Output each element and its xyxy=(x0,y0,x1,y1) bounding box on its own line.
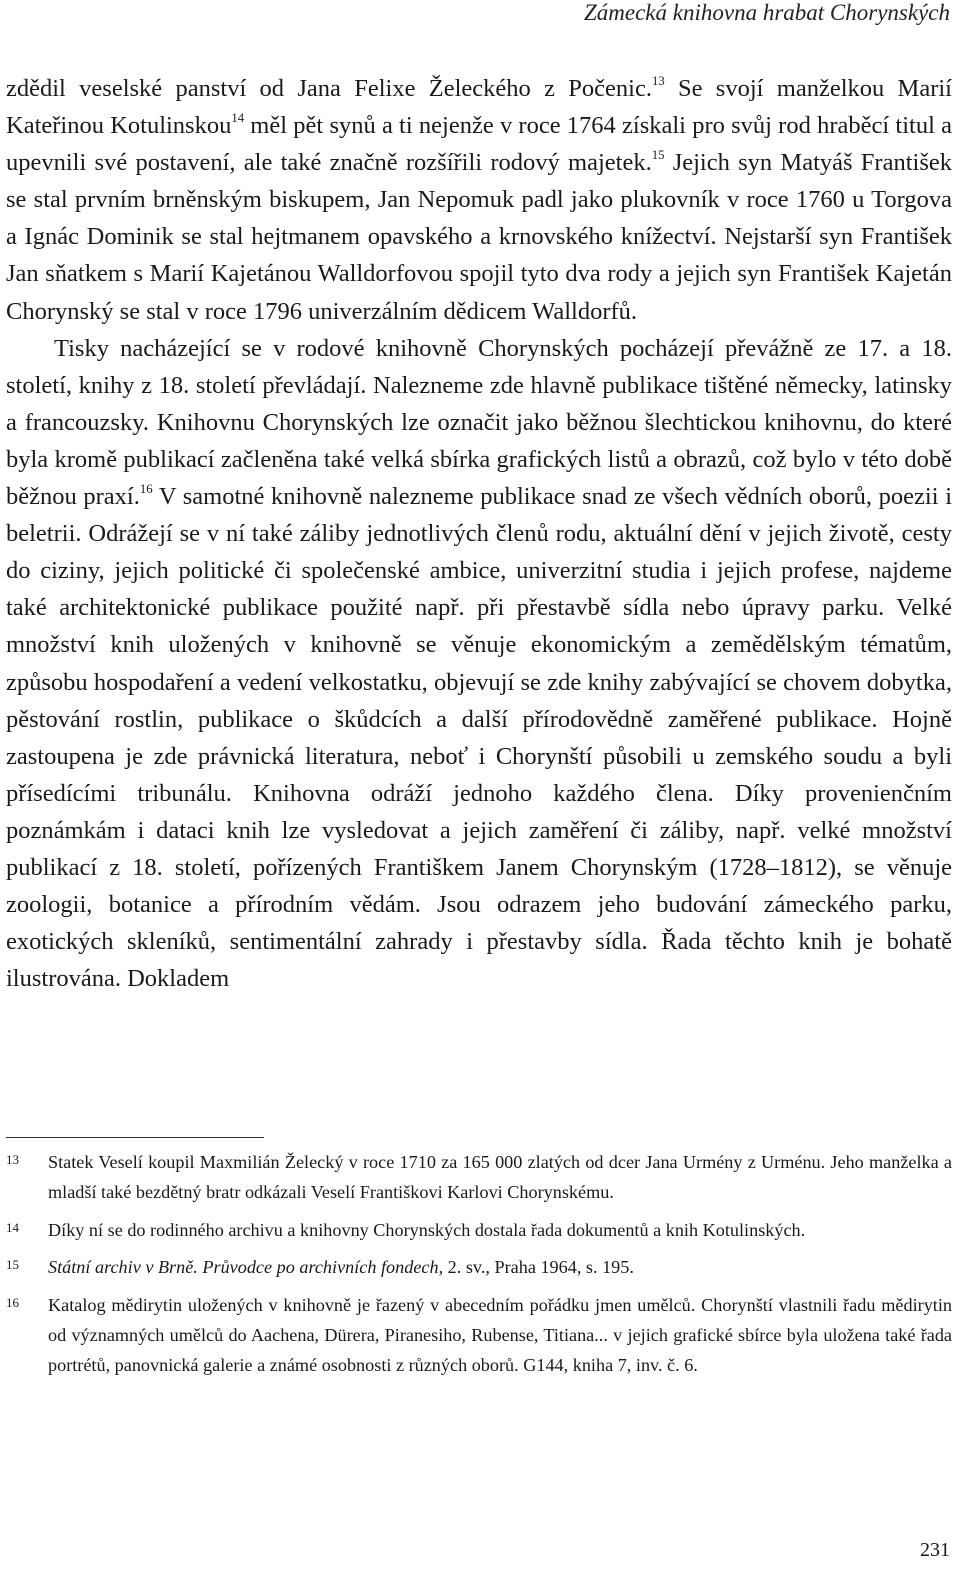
p1-text-1: zdědil veselské panství od Jana Felixe Želeckého z Počenic. xyxy=(6,75,652,102)
p1-text-3: měl pět synů a ti nejenže v roce 1764 získali pro svůj rod hraběcí titul a upevnili své postavení, ale také značně rozšířili rodový majetek. xyxy=(6,112,952,177)
footnote-number: 16 xyxy=(6,1295,19,1311)
footnote-number: 14 xyxy=(6,1219,19,1235)
footnote-13 xyxy=(6,1148,952,1208)
p1-text-2: Se svojí manželkou Marií Kateřinou Kotulinskou xyxy=(6,75,952,140)
footnote-15 xyxy=(6,1253,952,1283)
paragraph-2 xyxy=(6,330,952,998)
footnotes xyxy=(6,1148,952,1389)
footnote-text: , 2. sv., Praha 1964, s. 195. xyxy=(438,1257,634,1278)
footnote-text: Statek Veselí koupil Maxmilián Želecký v roce 1710 za 165 000 zlatých od dcer Jana Urmény z Urménu. Jeho manželka a mladší také bezdětný bratr odkázali Veselí Františkovi Karlovi Chorynskému. xyxy=(48,1152,952,1202)
footnote-ref-16[interactable]: 16 xyxy=(139,482,153,497)
footnote-ref-15[interactable]: 15 xyxy=(651,148,665,163)
footnote-ref-14[interactable]: 14 xyxy=(231,111,245,126)
paragraph-1 xyxy=(6,70,952,330)
running-header: Zámecká knihovna hrabat Chorynských xyxy=(583,0,950,25)
footnote-14 xyxy=(6,1216,952,1246)
footnote-divider xyxy=(6,1137,264,1138)
footnote-ref-13[interactable]: 13 xyxy=(651,74,665,89)
page-number: 231 xyxy=(920,1539,950,1561)
main-text xyxy=(6,70,952,997)
p2-text-2: V samotné knihovně nalezneme publikace snad ze všech vědních oborů, poezii i beletrii. Odrážejí se v ní také záliby jednotlivých členů rodu, aktuální dění v jejich životě, cesty do ciziny, jejich politické či společenské ambice, univerzitní studia i jejich profese, najdeme také architektonické publikace použité např. při přestavbě sídla nebo úpravy parku. Velké množství knih uložených v knihovně se věnuje ekonomickým a zemědělským tématům, způsobu hospodaření a vedení velkostatku, objevují se zde knihy zabývající se chovem dobytka, pěstování rostlin, publikace o škůdcích a další přírodovědně zaměřené publikace. Hojně zastoupena je zde právnická literatura, neboť i Chorynští působili u zemského soudu a byli přísedícími tribunálu. Knihovna odráží jednoho každého člena. Díky provenienčním poznámkám i dataci knih lze vysledovat a jejich zaměření či záliby, např. velké množství publikací z 18. století, pořízených Františkem Janem Chorynským (1728–1812), se věnuje zoologii, botanice a přírodním vědám. Jsou odrazem jeho budování zámeckého parku, exotických skleníků, sentimentální zahrady i přestavby sídla. Řada těchto knih je bohatě ilustrována. Dokladem xyxy=(6,483,952,993)
footnote-text: Díky ní se do rodinného archivu a knihovny Chorynských dostala řada dokumentů a knih Kotulinských. xyxy=(48,1219,806,1240)
footnote-16 xyxy=(6,1291,952,1380)
p2-text-1: Tisky nacházející se v rodové knihovně Chorynských pocházejí převážně ze 17. a 18. století, knihy z 18. století převládají. Nalezneme zde hlavně publikace tištěné německy, latinsky a francouzsky. Knihovnu Chorynských lze označit jako běžnou šlechtickou knihovnu, do které byla kromě publikací začleněna také velká sbírka grafických listů a obrazů, což bylo v této době běžnou praxí. xyxy=(6,334,952,511)
footnote-title: Státní archiv v Brně. Průvodce po archivních fondech xyxy=(48,1257,439,1278)
p1-text-4: Jejich syn Matyáš František se stal prvním brněnským biskupem, Jan Nepomuk padl jako plukovník v roce 1760 u Torgova a Ignác Dominik se stal hejtmanem opavského a krnovského knížectví. Nejstarší syn František Jan sňatkem s Marií Kajetánou Walldorfovou spojil tyto dva rody a jejich syn František Kajetán Chorynský se stal v roce 1796 univerzálním dědicem Walldorfů. xyxy=(6,149,952,325)
footnote-number: 13 xyxy=(6,1152,19,1167)
footnote-number: 15 xyxy=(6,1257,19,1273)
footnote-text: Katalog mědirytin uložených v knihovně je řazený v abecedním pořádku jmen umělců. Chorynští vlastnili řadu mědirytin od významných umělců do Aachena, Dürera, Piranesiho, Rubense, Titiana... v jejich grafické sbírce byla uložena také řada portrétů, panovnická galerie a známé osobnosti z různých oborů. G144, kniha 7, inv. č. 6. xyxy=(48,1295,952,1375)
